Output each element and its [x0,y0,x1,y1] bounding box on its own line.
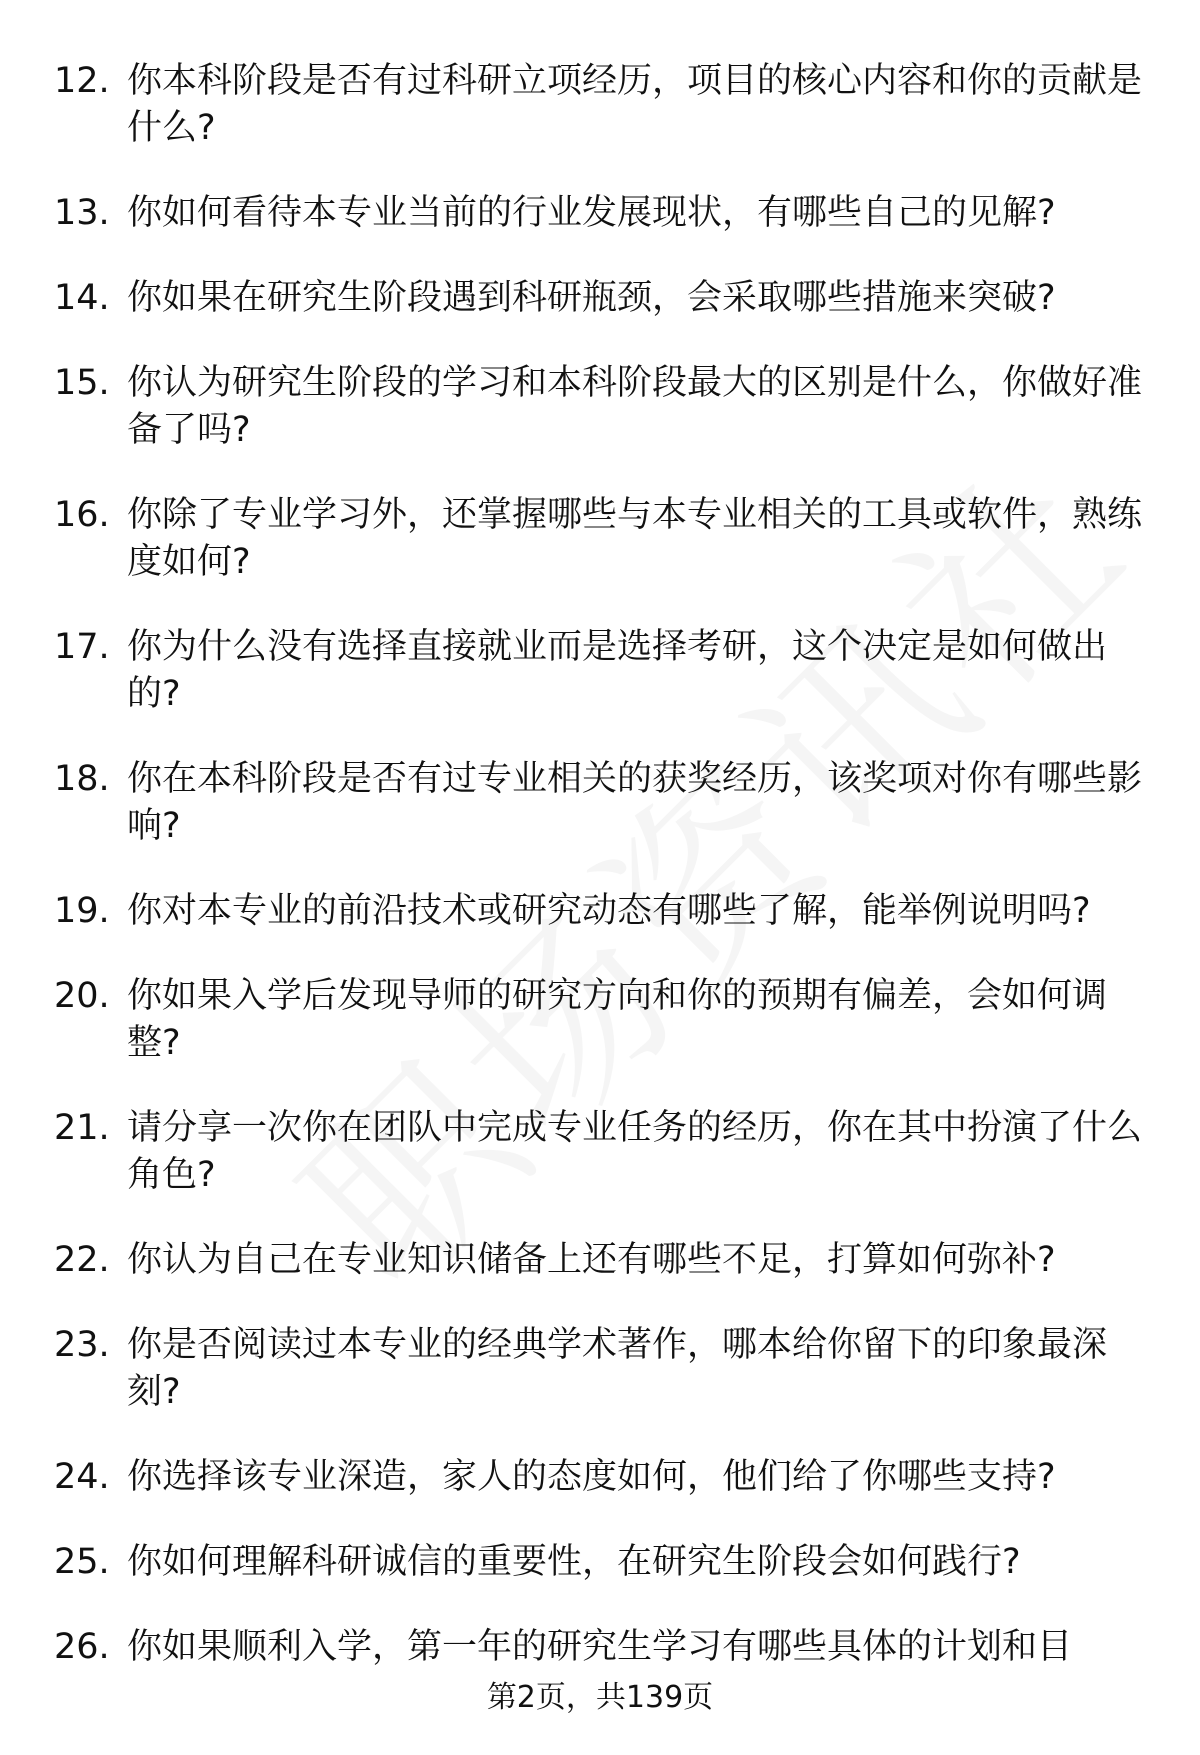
question-text: 请分享一次你在团队中完成专业任务的经历，你在其中扮演了什么角色? [127,1108,1143,1195]
question-number: 21. [54,1108,110,1148]
question-text: 你如果在研究生阶段遇到科研瓶颈，会采取哪些措施来突破? [127,278,1056,318]
question-text: 你在本科阶段是否有过专业相关的获奖经历，该奖项对你有哪些影响? [127,759,1143,846]
question-text: 你如何看待本专业当前的行业发展现状，有哪些自己的见解? [127,193,1056,233]
question-text: 你如果顺利入学，第一年的研究生学习有哪些具体的计划和目 [127,1627,1073,1667]
question-text: 你本科阶段是否有过科研立项经历，项目的核心内容和你的贡献是什么? [127,61,1143,148]
question-item [0,1105,1200,1199]
question-text: 你如果入学后发现导师的研究方向和你的预期有偏差，会如何调整? [127,976,1108,1063]
question-item [0,1322,1200,1416]
question-text: 你除了专业学习外，还掌握哪些与本专业相关的工具或软件，熟练度如何? [127,495,1143,582]
question-number: 12. [54,61,110,101]
question-number: 17. [54,627,110,667]
question-number: 24. [54,1457,110,1497]
question-text: 你为什么没有选择直接就业而是选择考研，这个决定是如何做出的? [127,627,1108,714]
question-item [0,1539,1200,1586]
question-item [0,756,1200,850]
question-number: 22. [54,1240,110,1280]
question-number: 18. [54,759,110,799]
question-item [0,888,1200,935]
question-text: 你是否阅读过本专业的经典学术著作，哪本给你留下的印象最深刻? [127,1325,1108,1412]
question-item [0,275,1200,322]
question-item [0,1624,1200,1671]
question-text: 你对本专业的前沿技术或研究动态有哪些了解，能举例说明吗? [127,891,1091,931]
question-item [0,973,1200,1067]
question-item [0,1454,1200,1501]
question-number: 19. [54,891,110,931]
question-item [0,360,1200,454]
question-list [0,58,1200,1709]
question-text: 你选择该专业深造，家人的态度如何，他们给了你哪些支持? [127,1457,1056,1497]
question-item [0,624,1200,718]
question-number: 15. [54,363,110,403]
question-number: 16. [54,495,110,535]
question-number: 25. [54,1542,110,1582]
question-item [0,492,1200,586]
question-text: 你认为研究生阶段的学习和本科阶段最大的区别是什么，你做好准备了吗? [127,363,1143,450]
question-item [0,1237,1200,1284]
question-number: 13. [54,193,110,233]
question-number: 14. [54,278,110,318]
question-item [0,58,1200,152]
page-footer: 第2页，共139页 [486,1680,714,1715]
question-text: 你如何理解科研诚信的重要性，在研究生阶段会如何践行? [127,1542,1021,1582]
question-item [0,190,1200,237]
question-number: 20. [54,976,110,1016]
question-number: 26. [54,1627,110,1667]
question-text: 你认为自己在专业知识储备上还有哪些不足，打算如何弥补? [127,1240,1056,1280]
question-number: 23. [54,1325,110,1365]
